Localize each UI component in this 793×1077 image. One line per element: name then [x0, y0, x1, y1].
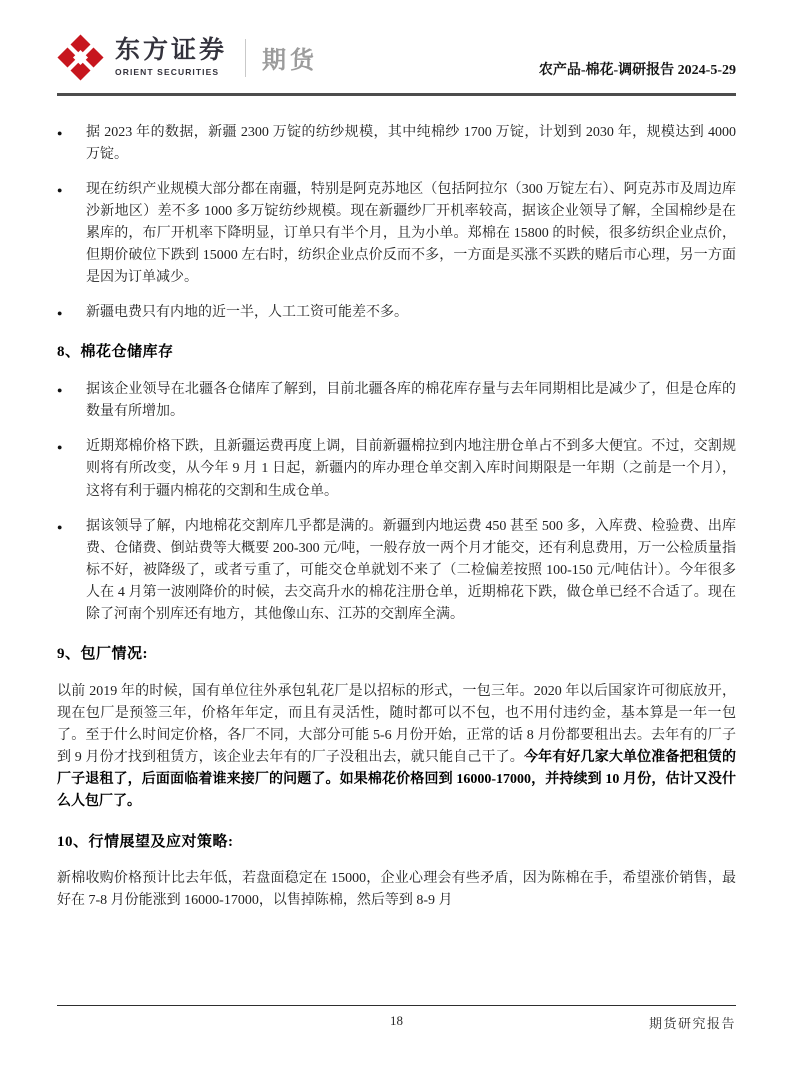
section-10-paragraph: 新棉收购价格预计比去年低，若盘面稳定在 15000，企业心理会有些矛盾，因为陈棉在手，希望涨价销售，最好在 7-8 月份能涨到 16000-17000，以售掉陈棉，然后等到 8-9 月: [57, 871, 736, 909]
bullet-icon: ●: [57, 127, 63, 138]
bullet-icon: ●: [57, 308, 63, 319]
orient-securities-logo-icon: [57, 34, 104, 81]
bullet-item: [57, 302, 736, 324]
brand-divider: [245, 39, 246, 77]
bullet-item: [57, 122, 736, 166]
footer-report-type-label: 期货研究报告: [648, 1016, 736, 1031]
bullet-text: 据该领导了解，内地棉花交割库几乎都是满的。新疆到内地运费 450 甚至 500 多，入库费、检验费、出库费、仓储费、倒站费等大概要 200-300 元/吨，一般存放一两个月才能交，还有利息费用，万一公检质量指标不好，被降级了，或者亏重了，可能交仓单就划不来了（二检偏差按照 100-150 元/吨估计）。今年很多人在 4 月第一波刚降价的时候，去交高升水的棉花注册仓单，近期棉花下跌，做仓单已经不合适了。现在除了河南个别库还有地方，其他像山东、江苏的交割库全满。: [86, 518, 736, 623]
bullet-item: [57, 379, 736, 423]
intro-bullet-list: [57, 122, 736, 325]
bullet-icon: ●: [57, 521, 63, 532]
bullet-item: [57, 516, 736, 627]
bullet-text: 新疆电费只有内地的近一半，人工工资可能差不多。: [86, 305, 408, 321]
report-body: [0, 96, 793, 913]
bullet-item: [57, 436, 736, 502]
division-label: 期货: [262, 47, 319, 74]
page-footer: [57, 1005, 736, 1036]
logo-text-block: [115, 38, 227, 77]
section-10-heading: 10、行情展望及应对策略:: [57, 833, 234, 850]
logo-cn-name: 东方证券: [115, 36, 228, 64]
page-header: [0, 0, 793, 96]
bullet-text: 据该企业领导在北疆各仓储库了解到，目前北疆各库的棉花库存量与去年同期相比是减少了，但是仓库的数量有所增加。: [86, 382, 736, 420]
section-9-heading: 9、包厂情况:: [57, 646, 148, 663]
section-8-bullet-list: [57, 379, 736, 626]
brand-block: [57, 34, 318, 81]
section-8-heading: 8、棉花仓储库存: [57, 344, 174, 361]
bullet-text: 近期郑棉价格下跌，且新疆运费再度上调，目前新疆棉拉到内地注册仓单占不到多大便宜。不过，交割规则将有所改变，从今年 9 月 1 日起，新疆内的库办理仓单交割入库时间期限是一年期（之前是一个月），这将有利于疆内棉花的交割和生成仓单。: [86, 439, 736, 499]
bullet-icon: ●: [57, 442, 63, 453]
bullet-icon: ●: [57, 184, 63, 195]
section-9-paragraph-normal: 以前 2019 年的时候，国有单位往外承包轧花厂是以招标的形式，一包三年。2020 年以后国家许可彻底放开，现在包厂是预签三年，价格年年定，而且有灵活性，随时都可以不包，也不用付违约金，基本算是一年一包了。至于什么时间定价格，各厂不同，大部分可能 5-6 月份开始，正常的话 8 月份都要租出去。去年有的厂子到 9 月份才找到租赁方，该企业去年有的厂子没租出去，就只能自己干了。: [57, 683, 736, 766]
footer-rule: [57, 1005, 736, 1007]
bullet-item: [57, 179, 736, 290]
section-9-paragraph: [57, 681, 736, 814]
section-9-paragraph-bold: 今年有好几家大单位准备把租赁的厂子退租了，后面面临着谁来接厂的问题了。如果棉花价格回到 16000-17000，并持续到 10 月份，估计又没什么人包厂了。: [57, 750, 737, 810]
report-label: 农产品-棉花-调研报告 2024-5-29: [538, 63, 736, 78]
page-number: 18: [390, 1013, 403, 1028]
logo-en-name: ORIENT SECURITIES: [115, 67, 220, 77]
bullet-text: 据 2023 年的数据，新疆 2300 万锭的纺纱规模，其中纯棉纱 1700 万锭，计划到 2030 年，规模达到 4000 万锭。: [86, 124, 736, 162]
bullet-icon: ●: [57, 385, 63, 396]
bullet-text: 现在纺织产业规模大部分都在南疆，特别是阿克苏地区（包括阿拉尔（300 万锭左右）、阿克苏市及周边库沙新地区）差不多 1000 多万锭纺纱规模。现在新疆纱厂开机率较高，据该企业领导了解，全国棉纱是在累库的，布厂开机率下降明显，订单只有半个月，且为小单。郑棉在 15800 的时候，很多纺织企业点价，但期价破位下跌到 15000 左右时，纺织企业点价反而不多，一方面是买涨不买跌的赌后市心理，另一方面是因为订单减少。: [86, 181, 736, 286]
